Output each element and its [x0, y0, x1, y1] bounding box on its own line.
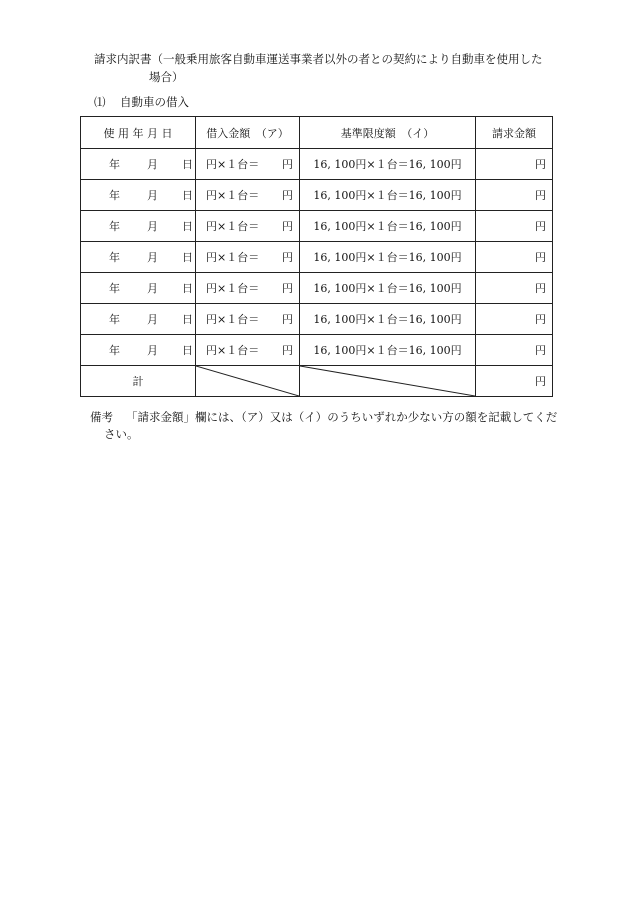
month-label: 月 [147, 251, 158, 264]
rental-amount-formula: 円×１台＝ [206, 220, 260, 233]
header-usage-date: 使 用 年 月 日 [81, 117, 196, 149]
usage-date-cell [81, 335, 196, 366]
table-row [81, 273, 553, 304]
day-label: 日 [182, 344, 193, 357]
table-row [81, 149, 553, 180]
table-row [81, 335, 553, 366]
rental-amount-yen: 円 [282, 344, 293, 357]
standard-limit-cell: 16, 100円×１台＝16, 100円 [300, 335, 476, 366]
claim-amount-cell: 円 [476, 180, 553, 211]
usage-date-cell [81, 180, 196, 211]
standard-limit-cell: 16, 100円×１台＝16, 100円 [300, 273, 476, 304]
total-standard-limit-cell [300, 366, 476, 397]
rental-amount-yen: 円 [282, 282, 293, 295]
usage-date-cell [81, 149, 196, 180]
rental-amount-cell [196, 304, 300, 335]
year-label: 年 [109, 313, 120, 326]
rental-amount-yen: 円 [282, 251, 293, 264]
month-label: 月 [147, 189, 158, 202]
remarks-note [90, 409, 560, 443]
claim-amount-cell: 円 [476, 304, 553, 335]
table-row [81, 304, 553, 335]
month-label: 月 [147, 313, 158, 326]
total-rental-amount-cell [196, 366, 300, 397]
claim-amount-cell: 円 [476, 242, 553, 273]
rental-amount-yen: 円 [282, 313, 293, 326]
total-label: 計 [81, 366, 196, 397]
claim-breakdown-table [80, 116, 553, 397]
rental-amount-cell [196, 273, 300, 304]
year-label: 年 [109, 220, 120, 233]
rental-amount-formula: 円×１台＝ [206, 158, 260, 171]
usage-date-cell [81, 242, 196, 273]
title-line-2: 場合） [149, 70, 184, 84]
day-label: 日 [182, 189, 193, 202]
table-header-row [81, 117, 553, 149]
standard-limit-cell: 16, 100円×１台＝16, 100円 [300, 211, 476, 242]
claim-amount-cell: 円 [476, 211, 553, 242]
year-label: 年 [109, 251, 120, 264]
year-label: 年 [109, 282, 120, 295]
month-label: 月 [147, 220, 158, 233]
rental-amount-formula: 円×１台＝ [206, 251, 260, 264]
standard-limit-cell: 16, 100円×１台＝16, 100円 [300, 149, 476, 180]
rental-amount-cell [196, 335, 300, 366]
rental-amount-formula: 円×１台＝ [206, 189, 260, 202]
rental-amount-cell [196, 211, 300, 242]
header-claim-amount: 請求金額 [476, 117, 553, 149]
day-label: 日 [182, 158, 193, 171]
day-label: 日 [182, 313, 193, 326]
table-row [81, 242, 553, 273]
remarks-label: 備考 [90, 410, 113, 424]
table-body [81, 149, 553, 366]
year-label: 年 [109, 158, 120, 171]
claim-amount-cell: 円 [476, 273, 553, 304]
usage-date-cell [81, 273, 196, 304]
standard-limit-cell: 16, 100円×１台＝16, 100円 [300, 180, 476, 211]
rental-amount-formula: 円×１台＝ [206, 313, 260, 326]
rental-amount-yen: 円 [282, 158, 293, 171]
table-total-row [81, 366, 553, 397]
table-row [81, 180, 553, 211]
section-number: ⑴ [94, 95, 106, 109]
month-label: 月 [147, 158, 158, 171]
claim-amount-cell: 円 [476, 149, 553, 180]
total-claim-amount: 円 [476, 366, 553, 397]
year-label: 年 [109, 189, 120, 202]
title-line-1: 請求内訳書（一般乗用旅客自動車運送事業者以外の者との契約により自動車を使用した [94, 52, 543, 66]
remarks-line-1: 「請求金額」欄には、（ア）又は（イ）のうちいずれか少ない方の額を記載してくだ [126, 410, 558, 424]
usage-date-cell [81, 211, 196, 242]
rental-amount-yen: 円 [282, 189, 293, 202]
remarks-line-2: さい。 [104, 427, 139, 441]
year-label: 年 [109, 344, 120, 357]
rental-amount-cell [196, 149, 300, 180]
diagonal-strike [196, 366, 299, 396]
rental-amount-yen: 円 [282, 220, 293, 233]
month-label: 月 [147, 282, 158, 295]
day-label: 日 [182, 282, 193, 295]
rental-amount-formula: 円×１台＝ [206, 282, 260, 295]
section-title: 自動車の借入 [120, 95, 189, 109]
header-rental-amount: 借入金額 （ア） [196, 117, 300, 149]
day-label: 日 [182, 251, 193, 264]
standard-limit-cell: 16, 100円×１台＝16, 100円 [300, 242, 476, 273]
header-standard-limit: 基準限度額 （イ） [300, 117, 476, 149]
usage-date-cell [81, 304, 196, 335]
document-title [94, 50, 564, 86]
table-row [81, 211, 553, 242]
day-label: 日 [182, 220, 193, 233]
diagonal-strike [300, 366, 475, 396]
month-label: 月 [147, 344, 158, 357]
standard-limit-cell: 16, 100円×１台＝16, 100円 [300, 304, 476, 335]
rental-amount-cell [196, 242, 300, 273]
section-heading [94, 95, 189, 109]
rental-amount-cell [196, 180, 300, 211]
rental-amount-formula: 円×１台＝ [206, 344, 260, 357]
claim-amount-cell: 円 [476, 335, 553, 366]
